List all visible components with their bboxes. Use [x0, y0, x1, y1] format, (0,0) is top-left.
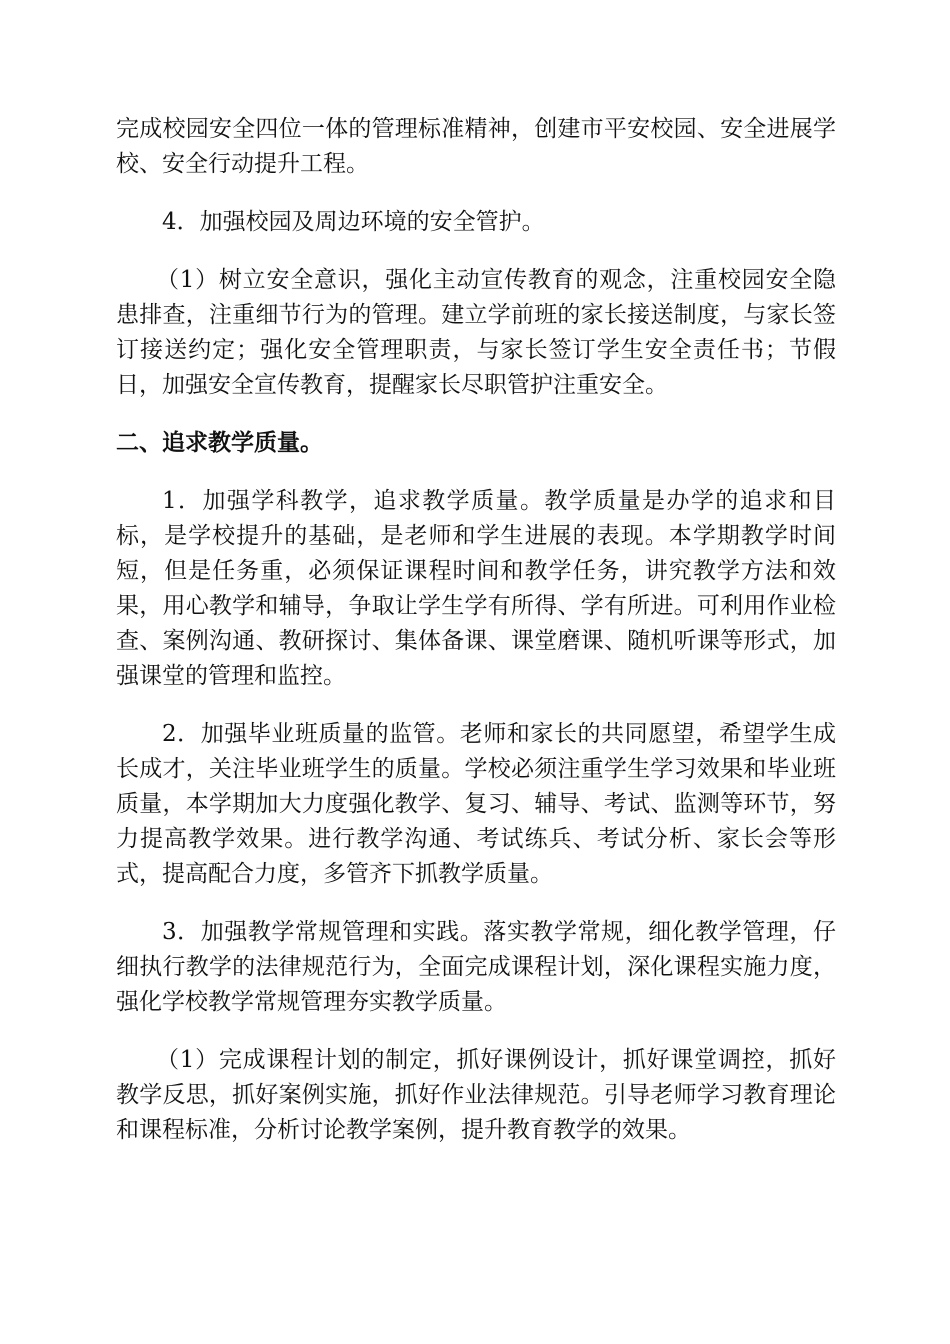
paragraph-subitem-1-curriculum: （1）完成课程计划的制定，抓好课例设计，抓好课堂调控，抓好教学反思，抓好案例实施，抓好作业法律规范。引导老师学习教育理论和课程标准，分析讨论教学案例，提升教育教学的效果。 — [116, 1047, 836, 1143]
paragraph-item-1: 1．加强学科教学，追求教学质量。教学质量是办学的追求和目标，是学校提升的基础，是老师和学生进展的表现。本学期教学时间短，但是任务重，必须保证课程时间和教学任务，讲究教学方法和效果，用心教学和辅导，争取让学生学有所得、学有所进。可利用作业检查、案例沟通、教研探讨、集体备课、课堂磨课、随机听课等形式，加强课堂的管理和监控。 — [116, 488, 836, 689]
paragraph-item-4: 4．加强校园及周边环境的安全管护。 — [162, 209, 545, 235]
paragraph-safety-continuation: 完成校园安全四位一体的管理标准精神，创建市平安校园、安全进展学校、安全行动提升工程。 — [116, 116, 836, 177]
paragraph-item-2: 2．加强毕业班质量的监管。老师和家长的共同愿望，希望学生成长成才，关注毕业班学生的质量。学校必须注重学生学习效果和毕业班质量，本学期加大力度强化教学、复习、辅导、考试、监测等环节，努力提高教学效果。进行教学沟通、考试练兵、考试分析、家长会等形式，提高配合力度，多管齐下抓教学质量。 — [116, 721, 836, 887]
paragraph-subitem-1-safety: （1）树立安全意识，强化主动宣传教育的观念，注重校园安全隐患排查，注重细节行为的管理。建立学前班的家长接送制度，与家长签订接送约定；强化安全管理职责，与家长签订学生安全责任书；节假日，加强安全宣传教育，提醒家长尽职管护注重安全。 — [116, 267, 836, 398]
document-body — [116, 112, 836, 1171]
section-heading-teaching-quality: 二、追求教学质量。 — [116, 430, 323, 456]
paragraph-item-3: 3．加强教学常规管理和实践。落实教学常规，细化教学管理，仔细执行教学的法律规范行为，全面完成课程计划，深化课程实施力度，强化学校教学常规管理夯实教学质量。 — [116, 919, 836, 1015]
